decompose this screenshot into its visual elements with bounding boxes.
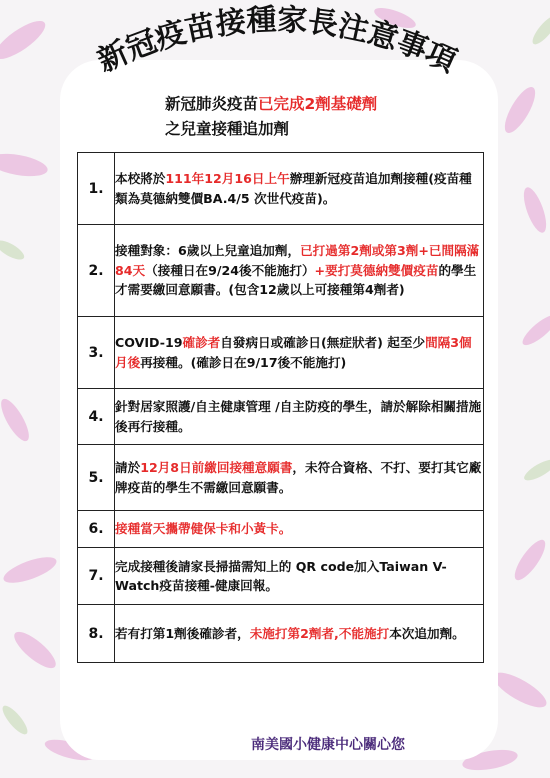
notes-table-body <box>78 153 484 663</box>
note-number: 2. <box>78 225 115 317</box>
note-row <box>78 389 484 445</box>
note-segment: 本次追加劑。 <box>389 625 465 641</box>
subtitle-line-1-prefix: 新冠肺炎疫苗 <box>165 95 259 113</box>
note-number: 7. <box>78 548 115 605</box>
note-segment: 辦理新冠疫苗追加劑接種(疫苗種類為莫德納雙價BA.4/5 次世代疫苗)。 <box>115 171 472 206</box>
note-text <box>115 511 484 548</box>
svg-text:新冠疫苗接種家長注意事項 <box>92 3 461 80</box>
note-highlight: 間隔3個月後 <box>115 335 472 370</box>
note-row <box>78 511 484 548</box>
note-number: 5. <box>78 445 115 511</box>
title-text: 新冠疫苗接種家長注意事項 <box>92 2 462 80</box>
note-row <box>78 153 484 225</box>
note-number: 4. <box>78 389 115 445</box>
subtitle-line-1 <box>165 92 377 117</box>
note-text <box>115 605 484 663</box>
note-segment: 本校將於 <box>115 171 166 186</box>
note-highlight: 未施打第2劑者,不能施打 <box>249 625 390 641</box>
note-text <box>115 445 484 511</box>
note-number: 8. <box>78 605 115 663</box>
note-highlight: 12月8日前繳回接種意願書 <box>140 460 293 475</box>
note-segment: ，未符合資格、不打、要打其它廠牌疫苗的學生不需繳回意願書。 <box>115 460 482 495</box>
note-text <box>115 389 484 445</box>
note-highlight: 已打過第2劑或第3劑+已間隔滿84天 <box>115 243 480 278</box>
note-number: 6. <box>78 511 115 548</box>
note-number: 3. <box>78 317 115 389</box>
note-highlight: 111年12月16日上午 <box>165 171 290 186</box>
note-text <box>115 548 484 605</box>
note-highlight: 確診者 <box>182 335 221 350</box>
note-row <box>78 445 484 511</box>
subtitle <box>165 92 377 142</box>
note-row <box>78 225 484 317</box>
note-text <box>115 317 484 389</box>
note-highlight: 接種當天攜帶健保卡和小黃卡。 <box>115 521 292 537</box>
footer-signature: 南美國小健康中心關心您 <box>251 737 405 753</box>
note-segment: （接種日在9/24後不能施打） <box>145 262 315 278</box>
note-segment: 完成接種後請家長掃描需知上的 QR code加入Taiwan V-Watch疫苗接種-健康回報。 <box>115 558 447 593</box>
note-segment: 請於 <box>115 460 141 475</box>
subtitle-line-2: 之兒童接種追加劑 <box>165 120 290 138</box>
note-segment: 自發病日或確診日(無症狀者) 起至少 <box>220 335 426 350</box>
note-segment: 接種對象：6歲以上兒童追加劑， <box>115 243 301 259</box>
note-number: 1. <box>78 153 115 225</box>
note-segment: 再接種。(確診日在9/17後不能施打) <box>140 354 347 370</box>
note-highlight: +要打莫德納雙價疫苗 <box>314 262 439 278</box>
note-text <box>115 153 484 225</box>
note-segment: 若有打第1劑後確診者， <box>115 625 250 641</box>
note-text <box>115 225 484 317</box>
note-segment: COVID-19 <box>115 335 183 350</box>
note-row <box>78 548 484 605</box>
note-segment: 的學生才需要繳回意願書。(包含12歲以上可接種第4劑者) <box>115 262 477 298</box>
note-segment: 針對居家照護/自主健康管理 /自主防疫的學生，請於解除相關措施後再行接種。 <box>115 399 482 434</box>
notes-table <box>77 152 484 663</box>
note-row <box>78 605 484 663</box>
subtitle-line-1-highlight: 已完成2劑基礎劑 <box>258 95 378 113</box>
note-row <box>78 317 484 389</box>
